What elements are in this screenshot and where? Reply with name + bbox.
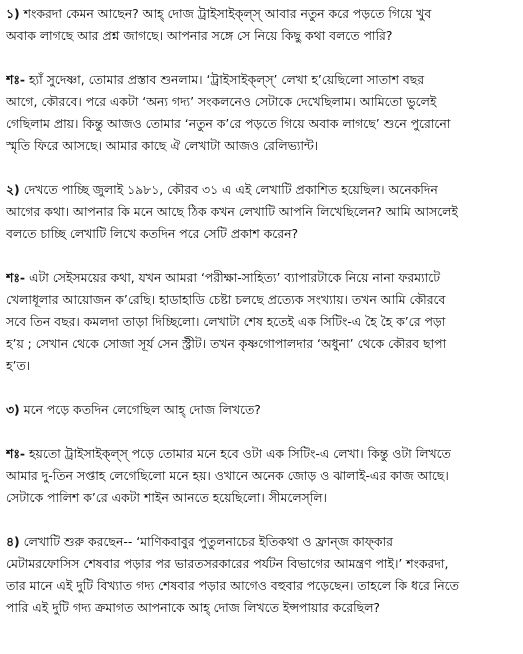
question-paragraph bbox=[6, 399, 517, 421]
text-line bbox=[6, 465, 517, 487]
text-line bbox=[6, 267, 517, 289]
speaker-label: শঃ- bbox=[6, 72, 26, 87]
answer-paragraph bbox=[6, 69, 517, 157]
question-paragraph bbox=[6, 179, 517, 245]
text-line bbox=[6, 531, 517, 553]
speaker-label: শঃ- bbox=[6, 270, 26, 285]
text-line bbox=[6, 597, 517, 619]
answer-paragraph bbox=[6, 443, 517, 509]
line-text: মেটামরফোসিস শেষবার পড়ার পর ভারতসরকারের পর্যটন বিভাগের আমন্ত্রণ পাই।’ শংকরদা, bbox=[6, 556, 449, 571]
line-text: সেটাকে পালিশ ক’রে একটা শাইন আনতে হয়েছিলো। সীমলেস্‌লি। bbox=[6, 490, 327, 505]
question-number: ৩) bbox=[6, 402, 20, 417]
text-line bbox=[6, 399, 517, 421]
line-text: আগের কথা। আপনার কি মনে আছে ঠিক কখন লেখাটি আপনি লিখেছিলেন? আমি আসলেই bbox=[6, 204, 458, 219]
text-line bbox=[6, 553, 517, 575]
question-number: ২) bbox=[6, 182, 20, 197]
question-paragraph bbox=[6, 3, 517, 47]
line-text: অবাক লাগছে আর প্রশ্ন জাগছে। আপনার সঙ্গে সে নিয়ে কিছু কথা বলতে পারি? bbox=[6, 28, 393, 43]
line-text: গেছিলাম প্রায়। কিন্তু আজও তোমার ‘নতুন ক’রে পড়তে গিয়ে অবাক লাগছে’ শুনে পুরোনো bbox=[6, 116, 451, 131]
text-line bbox=[6, 69, 517, 91]
speaker-label: শঃ- bbox=[6, 446, 26, 461]
line-text: হয়তো ট্রাইসাইক্‌ল্‌স্ পড়ে তোমার মনে হবে ওটা এক সিটিং-এ লেখা। কিন্তু ওটা লিখতে bbox=[29, 446, 451, 461]
line-text: দেখতে পাচ্ছি জুলাই ১৯৮১, কৌরব ৩১ এ এই লেখাটি প্রকাশিত হয়েছিল। অনেকদিন bbox=[23, 182, 438, 197]
text-line bbox=[6, 487, 517, 509]
line-text: আগে, কৌরবে। পরে একটা ‘অন্য গদ্য’ সংকলনেও সেটাকে দেখেছিলাম। আমিতো ভুলেই bbox=[6, 94, 437, 109]
text-line bbox=[6, 113, 517, 135]
text-line bbox=[6, 201, 517, 223]
text-line bbox=[6, 443, 517, 465]
line-text: স্মৃতি ফিরে আসছে। আমার কাছে ঐ লেখাটা আজও রেলিভ্যান্ট। bbox=[6, 138, 319, 153]
line-text: হ্যাঁ সুদেষ্ণা, তোমার প্রস্তাব শুনলাম। ‘ট্রাইসাইক্‌ল্‌স্’ লেখা হ’য়েছিলো সাতাশ বছর bbox=[29, 72, 425, 87]
text-line bbox=[6, 333, 517, 355]
line-text: এটা সেইসময়ের কথা, যখন আমরা ‘পরীক্ষা-সাহিত্য’ ব্যাপারটাকে নিয়ে নানা ফরম্যাটে bbox=[29, 270, 440, 285]
text-line bbox=[6, 289, 517, 311]
text-line bbox=[6, 179, 517, 201]
text-line bbox=[6, 575, 517, 597]
text-line bbox=[6, 3, 517, 25]
question-number: ১) bbox=[6, 6, 20, 21]
line-text: বলতে চাচ্ছি লেখাটি লিখে কতদিন পরে সেটি প্রকাশ করেন? bbox=[6, 226, 299, 241]
text-line bbox=[6, 223, 517, 245]
line-text: খেলাধূলার আয়োজন ক’রেছি। হাডাহাডি চেষ্টা চলছে প্রত্যেক সংখ্যায়। তখন আমি কৌরবে bbox=[6, 292, 446, 307]
question-paragraph bbox=[6, 531, 517, 619]
line-text: পারি এই দুটি গদ্য ক্রমাগত আপনাকে আহ্ দোজ লিখতে ইন্সপায়ার করেছিল? bbox=[6, 600, 380, 615]
text-line bbox=[6, 355, 517, 377]
line-text: লেখাটি শুরু করছেন-- ‘মাণিকবাবুর পুতুলনাচের ইতিকথা ও ফ্রান্জ কাফ্‌কার bbox=[23, 534, 393, 549]
line-text: আমার দু-তিন সপ্তাহ লেগেছিলো মনে হয়। ওখানে অনেক জোড় ও ঝালাই-এর কাজ আছে। bbox=[6, 468, 449, 483]
line-text: মনে পড়ে কতদিন লেগেছিল আহ্ দোজ লিখতে? bbox=[23, 402, 261, 417]
line-text: শংকরদা কেমন আছেন? আহ্ দোজ ট্রাইসাইক্‌ল্‌স্ আবার নতুন করে পড়তে গিয়ে খুব bbox=[23, 6, 432, 21]
line-text: সবে তিন বছর। কমলদা তাড়া দিচ্ছিলো। লেখাটা শেষ হতেই এক সিটিং-এ হৈ হৈ ক’রে পড়া bbox=[6, 314, 446, 329]
line-text: তার মানে এই দুটি বিখ্যাত গদ্য শেষবার পড়ার আগেও বহুবার পড়েছেন। তাহলে কি ধরে নিতে bbox=[6, 578, 459, 593]
text-line bbox=[6, 311, 517, 333]
text-line bbox=[6, 25, 517, 47]
answer-paragraph bbox=[6, 267, 517, 377]
text-line bbox=[6, 135, 517, 157]
question-number: ৪) bbox=[6, 534, 20, 549]
line-text: হ’য় ; সেখান থেকে সোজা সূর্য সেন স্ট্রীট। তখন কৃষ্ণগোপালদার ‘অধুনা’ থেকে কৌরব ছাপা bbox=[6, 336, 447, 351]
text-line bbox=[6, 91, 517, 113]
line-text: হ’ত। bbox=[6, 358, 31, 373]
